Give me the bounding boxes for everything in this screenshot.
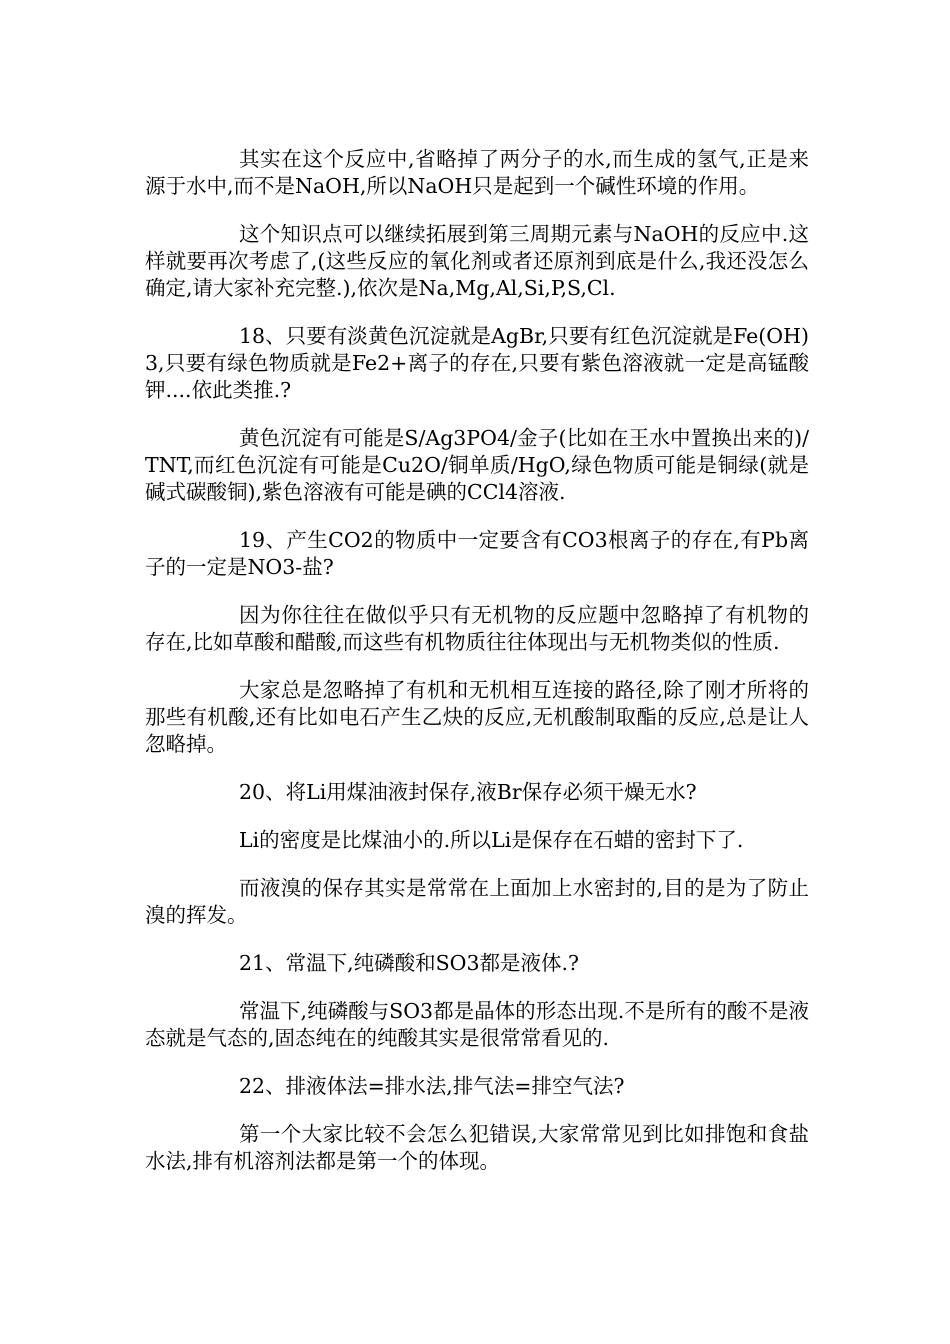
paragraph-answer-22: 第一个大家比较不会怎么犯错误,大家常常见到比如排饱和食盐水法,排有机溶剂法都是第一个的体现。	[145, 1122, 809, 1173]
paragraph-water-source: 其实在这个反应中,省略掉了两分子的水,而生成的氢气,正是来源于水中,而不是NaOH,所以NaOH只是起到一个碱性环境的作用。	[145, 147, 809, 198]
paragraph-answer-19-a: 因为你往往在做似乎只有无机物的反应题中忽略掉了有机物的存在,比如草酸和醋酸,而这些有机物质往往体现出与无机物类似的性质.	[145, 603, 809, 654]
paragraph-answer-21: 常温下,纯磷酸与SO3都是晶体的形态出现.不是所有的酸不是液态就是气态的,固态纯在的纯酸其实是很常常看见的.	[145, 999, 809, 1050]
paragraph-third-period: 这个知识点可以继续拓展到第三周期元素与NaOH的反应中.这样就要再次考虑了,(这些反应的氧化剂或者还原剂到底是什么,我还没怎么确定,请大家补充完整.),依次是Na,Mg,Al,Si,P,S,Cl.	[145, 222, 809, 300]
paragraph-question-22: 22、排液体法=排水法,排气法=排空气法?	[239, 1074, 625, 1098]
paragraph-question-20: 20、将Li用煤油液封保存,液Br保存必须干燥无水?	[239, 780, 697, 804]
document-body	[145, 146, 809, 1196]
paragraph-answer-20-a: Li的密度是比煤油小的.所以Li是保存在石蜡的密封下了.	[239, 828, 744, 852]
paragraph-question-21: 21、常温下,纯磷酸和SO3都是液体.?	[239, 951, 580, 975]
paragraph-answer-19-b: 大家总是忽略掉了有机和无机相互连接的路径,除了刚才所将的那些有机酸,还有比如电石产生乙炔的反应,无机酸制取酯的反应,总是让人忽略掉。	[145, 678, 809, 756]
paragraph-answer-20-b: 而液溴的保存其实是常常在上面加上水密封的,目的是为了防止溴的挥发。	[145, 876, 809, 927]
paragraph-question-19: 19、产生CO2的物质中一定要含有CO3根离子的存在,有Pb离子的一定是NO3-盐?	[145, 528, 809, 579]
paragraph-answer-18: 黄色沉淀有可能是S/Ag3PO4/金子(比如在王水中置换出来的)/TNT,而红色沉淀有可能是Cu2O/铜单质/HgO,绿色物质可能是铜绿(就是碱式碳酸铜),紫色溶液有可能是碘的CCl4溶液.	[145, 426, 809, 504]
paragraph-question-18: 18、只要有淡黄色沉淀就是AgBr,只要有红色沉淀就是Fe(OH)3,只要有绿色物质就是Fe2+离子的存在,只要有紫色溶液就一定是高锰酸钾....依此类推.?	[145, 324, 809, 402]
